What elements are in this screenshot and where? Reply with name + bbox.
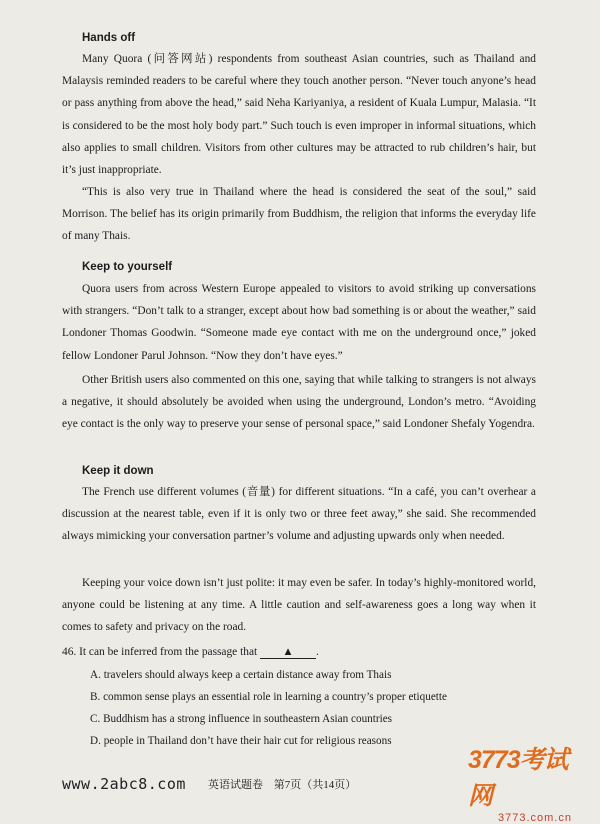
option-text: travelers should always keep a certain distance away from Thais xyxy=(103,669,392,681)
option-letter: B. xyxy=(90,691,101,703)
section-heading-hands-off: Hands off xyxy=(82,32,136,44)
section-heading-keep-it-down: Keep it down xyxy=(82,465,154,477)
option-b xyxy=(90,691,447,703)
option-text: people in Thailand don’t have their hair cut for religious reasons xyxy=(103,735,392,747)
paragraph-keep-to-yourself-2: Other British users also commented on this one, saying that while talking to strangers is not always a negative, it should absolutely be avoided when using the underground, London’s metro. “Avoiding eye contact is the only way to preserve your sense of personal space,” said Londoner Shefaly Yogendra. xyxy=(62,374,536,431)
question-number: 46. xyxy=(62,646,77,658)
section-heading-keep-to-yourself: Keep to yourself xyxy=(82,261,173,273)
option-text: Buddhism has a strong influence in southeastern Asian countries xyxy=(103,713,393,725)
option-c xyxy=(90,713,392,725)
option-d xyxy=(90,735,392,747)
blank-marker-icon: ▲ xyxy=(282,646,294,658)
option-letter: A. xyxy=(90,669,101,681)
page-footer xyxy=(208,776,356,792)
option-text: common sense plays an essential role in learning a country’s proper etiquette xyxy=(103,691,447,703)
paragraph-keep-it-down-2: Keeping your voice down isn’t just polite: it may even be safer. In today’s highly-monitored world, anyone could be listening at any time. A little caution and self-awareness goes a long way when it comes to safety and privacy on the road. xyxy=(62,577,536,634)
logo-main-text: 3773考试网 xyxy=(468,746,568,810)
paragraph-hands-off-2: “This is also very true in Thailand where the head is considered the seat of the soul,” said Morrison. The belief has its origin primarily from Buddhism, the religion that informs the everyday life of many Thais. xyxy=(62,186,536,243)
question-46: 46. It can be inferred from the passage that ▲ . xyxy=(62,646,319,658)
watermark-3773-logo xyxy=(468,740,588,824)
logo-url-text: 3773.com.cn xyxy=(498,812,572,824)
answer-blank xyxy=(260,646,316,659)
page-info: 第7页（共14页） xyxy=(273,779,357,791)
question-stem: It can be inferred from the passage that xyxy=(79,646,258,658)
paragraph-keep-to-yourself-1: Quora users from across Western Europe appealed to visitors to avoid striking up conversations with strangers. “Don’t talk to a stranger, except about how bad something is or about the weather,” said Londoner Thomas Goodwin. “Someone made eye contact with me on the underground once,” joked fellow Londoner Parul Johnson. “Now they don’t have eyes.” xyxy=(62,283,536,362)
paragraph-keep-it-down-1: The French use different volumes (音量) for different situations. “In a café, you can’t overhear a discussion at the nearest table, even if it is only two or three feet away,” she said. She recommended always mimicking your conversation partner’s volume and adjusting upwards only when needed. xyxy=(62,486,536,543)
option-letter: D. xyxy=(90,735,101,747)
option-letter: C. xyxy=(90,713,101,725)
paragraph-hands-off-1: Many Quora (问答网站) respondents from southeast Asian countries, such as Thailand and Malaysis reminded readers to be careful where they touch another person. “Never touch anyone’s head or pass anything from above the head,” said Neha Kariyaniya, a resident of Kuala Lumpur, Malasia. “It is considered to be the most holy body part.” Such touch is even improper in informal situations, which also applies to small children. Visitors from other cultures may be attracted to rub children’s hair, but it’s just inappropriate. xyxy=(62,53,536,177)
exam-name: 英语试题卷 xyxy=(208,779,263,791)
option-a xyxy=(90,669,391,681)
watermark-2abc8: www.2abc8.com xyxy=(62,775,186,793)
